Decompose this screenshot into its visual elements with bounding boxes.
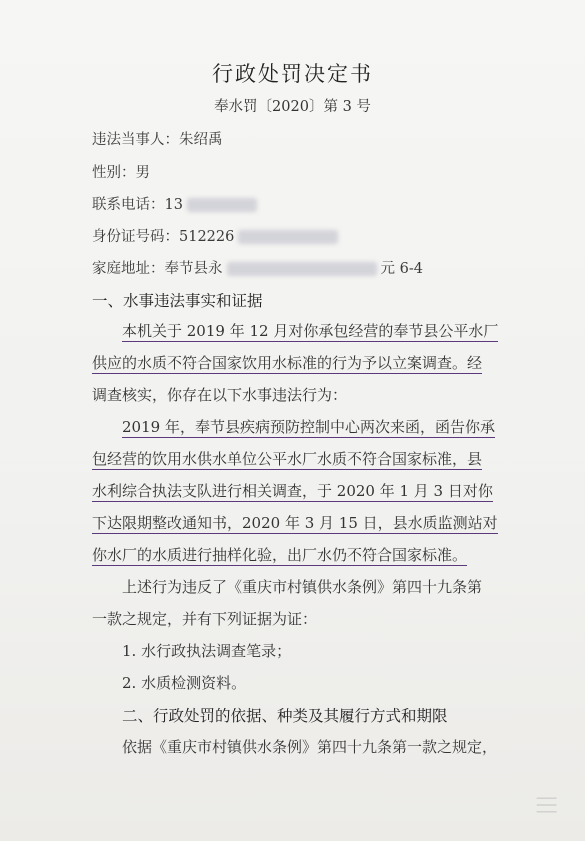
section-1-para-2-line-3: 水利综合执法支队进行相关调查，于 2020 年 1 月 3 日对你 <box>92 482 493 500</box>
section-1-para-1-line-3: 调查核实，你存在以下水事违法行为： <box>92 386 348 404</box>
section-1-para-1-line-2: 供应的水质不符合国家饮用水标准的行为予以立案调查。经 <box>92 354 483 372</box>
section-1-para-2-line-4: 下达限期整改通知书，2020 年 3 月 15 日，县水质监测站对 <box>92 514 498 532</box>
section-1-para-2-line-1: 2019 年，奉节县疾病预防控制中心两次来函，函告你承 <box>122 418 495 436</box>
id-field <box>92 225 338 246</box>
address-tail: 元 6-4 <box>380 261 423 277</box>
address-part: 永 <box>208 261 223 277</box>
phone-label: 联系电话： <box>92 197 165 213</box>
section-1-para-2-line-5: 你水厂的水质进行抽样化验，出厂水仍不符合国家标准。 <box>92 546 468 564</box>
id-visible-digits: 512226 <box>179 229 235 245</box>
gender-field: 性别：男 <box>92 165 150 181</box>
address-label: 家庭地址：奉节县 <box>92 261 208 277</box>
section-1-para-3-line-2: 一款之规定，并有下列证据为证： <box>92 610 318 628</box>
section-2-heading: 二、行政处罚的依据、种类及其履行方式和期限 <box>122 707 448 725</box>
address-redaction <box>227 262 377 276</box>
document-number: 奉水罚〔2020〕第 3 号 <box>214 99 371 115</box>
section-2-para-1-line-1: 依据《重庆市村镇供水条例》第四十九条第一款之规定， <box>122 738 498 756</box>
id-label: 身份证号码： <box>92 229 179 245</box>
section-1-heading: 一、水事违法事实和证据 <box>92 292 263 310</box>
evidence-item-2: 2. 水质检测资料。 <box>122 674 247 692</box>
phone-redaction <box>187 198 257 212</box>
id-redaction <box>238 230 338 244</box>
phone-visible-digits: 13 <box>164 197 183 213</box>
address-field <box>92 257 423 278</box>
section-1-para-1-line-1: 本机关于 2019 年 12 月对你承包经营的奉节县公平水厂 <box>122 322 499 340</box>
evidence-item-1: 1. 水行政执法调查笔录； <box>122 642 292 660</box>
section-1-para-2-line-2: 包经营的饮用水供水单位公平水厂水质不符合国家标准，县 <box>92 450 483 468</box>
watermark: ||| <box>532 794 557 816</box>
phone-field <box>92 193 257 214</box>
document-title: 行政处罚决定书 <box>212 62 373 86</box>
party-field: 违法当事人：朱绍禹 <box>92 132 223 148</box>
section-1-para-3-line-1: 上述行为违反了《重庆市村镇供水条例》第四十九条第 <box>122 578 483 596</box>
